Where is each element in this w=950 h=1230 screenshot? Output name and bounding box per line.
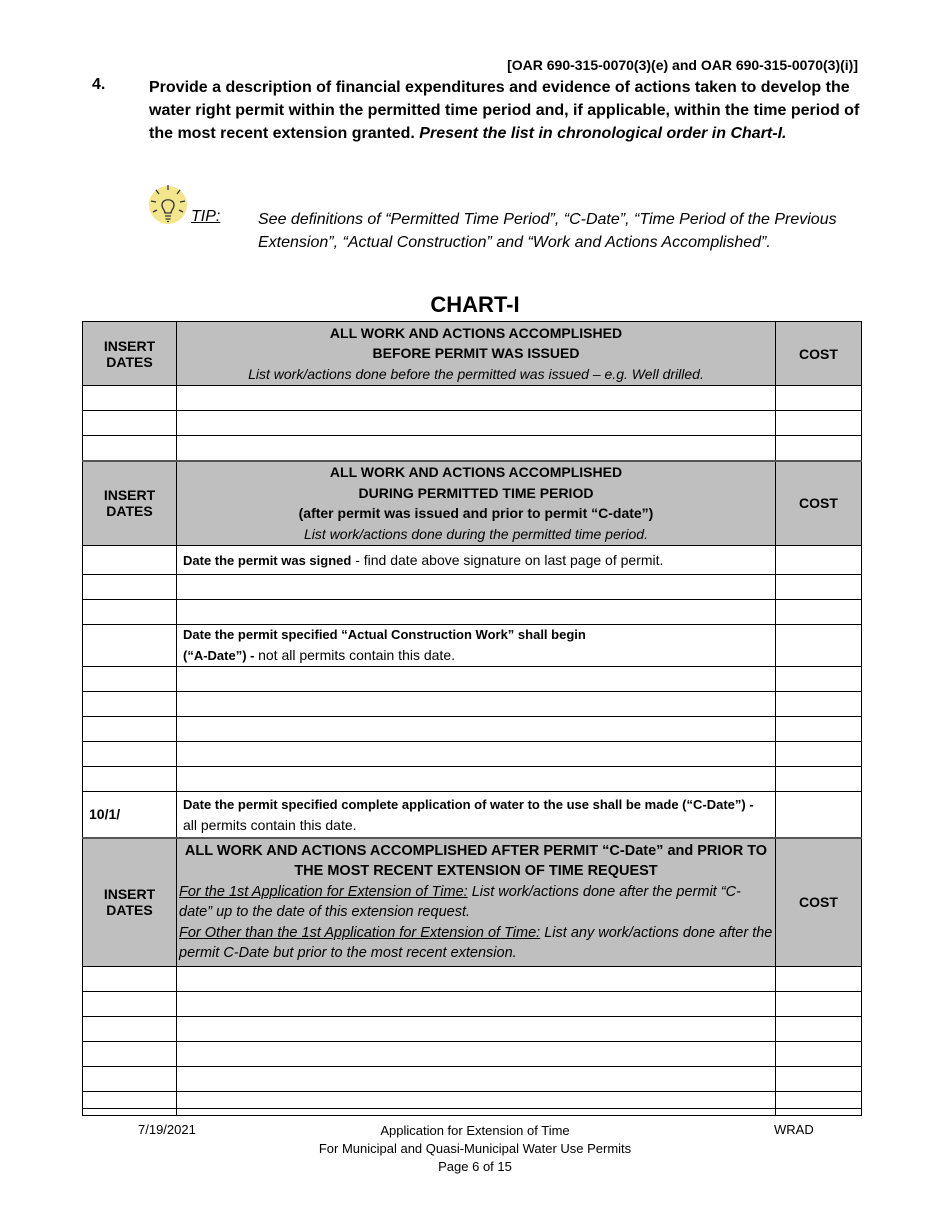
work-cell[interactable] (177, 1041, 776, 1066)
footer-line2: For Municipal and Quasi-Municipal Water Use Permits (318, 1141, 632, 1156)
date-cell[interactable] (83, 742, 177, 767)
date-cell[interactable] (83, 767, 177, 792)
section1-header-row (83, 322, 862, 386)
c-date-label: Date the permit specified complete application of water to the use shall be made (“C-Date”) - (183, 796, 754, 812)
section3-other-app (179, 923, 773, 964)
permit-signed-row (83, 546, 862, 575)
cost-cell[interactable] (776, 1041, 862, 1066)
table-row (83, 742, 862, 767)
work-cell[interactable] (177, 411, 776, 436)
tip-label: TIP: (191, 208, 221, 225)
cost-cell[interactable] (776, 966, 862, 991)
footer-date: 7/19/2021 (138, 1122, 196, 1137)
footer-org: WRAD (774, 1122, 814, 1137)
date-cell[interactable] (83, 692, 177, 717)
work-cell[interactable] (177, 386, 776, 411)
work-cell[interactable] (177, 991, 776, 1016)
footer-line1: Application for Extension of Time (380, 1123, 570, 1138)
chart-title: CHART-I (430, 292, 520, 317)
question-number: 4. (92, 76, 106, 93)
cost-cell[interactable] (776, 436, 862, 461)
section3-first-app-label: For the 1st Application for Extension of Time: (179, 883, 468, 900)
c-date-text: all permits contain this date. (183, 816, 357, 833)
section2-heading3: (after permit was issued and prior to permit “C-date”) (298, 505, 654, 522)
section1-heading1: ALL WORK AND ACTIONS ACCOMPLISHED (329, 324, 623, 341)
date-cell[interactable] (83, 386, 177, 411)
section3-heading1: ALL WORK AND ACTIONS ACCOMPLISHED AFTER PERMIT “C-Date” and PRIOR TO THE MOST RECENT EXTENSION OF TIME REQUEST (184, 842, 768, 879)
date-cell[interactable] (83, 436, 177, 461)
table-row (83, 1066, 862, 1091)
work-cell[interactable] (177, 966, 776, 991)
cost-cell[interactable] (776, 625, 862, 667)
work-cell[interactable] (177, 767, 776, 792)
cost-cell[interactable] (776, 792, 862, 838)
section3-first-app (179, 882, 773, 923)
section3-header-row (83, 838, 862, 967)
table-row (83, 411, 862, 436)
section2-heading (177, 461, 776, 546)
work-cell[interactable] (177, 600, 776, 625)
work-cell[interactable] (177, 692, 776, 717)
c-date-value[interactable]: 10/1/ (83, 792, 177, 838)
section2-col-cost: COST (776, 461, 862, 546)
cost-cell[interactable] (776, 1016, 862, 1041)
permit-signed-label: Date the permit was signed (183, 552, 352, 568)
table-row (83, 1041, 862, 1066)
section2-heading1: ALL WORK AND ACTIONS ACCOMPLISHED (329, 464, 623, 481)
work-cell[interactable] (177, 436, 776, 461)
cost-cell[interactable] (776, 546, 862, 575)
work-cell[interactable] (177, 717, 776, 742)
section2-col-dates: INSERT DATES (83, 461, 177, 546)
date-cell[interactable] (83, 717, 177, 742)
table-row (83, 692, 862, 717)
a-date-label2: (“A-Date”) - (183, 648, 259, 663)
date-cell[interactable] (83, 600, 177, 625)
cost-cell[interactable] (776, 600, 862, 625)
question-text-italic: Present the list in chronological order in Chart-I. (419, 125, 787, 142)
cost-cell[interactable] (776, 692, 862, 717)
chart-table (82, 321, 862, 1116)
section1-heading (177, 322, 776, 386)
work-cell[interactable] (177, 1016, 776, 1041)
date-cell[interactable] (83, 575, 177, 600)
table-row (83, 436, 862, 461)
table-row (83, 600, 862, 625)
section3-first-app-text: List work/actions done after the permit “C-date” up to the date of this extension request. (179, 883, 741, 920)
table-row (83, 386, 862, 411)
work-cell[interactable] (177, 1091, 776, 1115)
date-cell[interactable] (83, 1016, 177, 1041)
table-row (83, 767, 862, 792)
cost-cell[interactable] (776, 717, 862, 742)
date-cell[interactable] (83, 1041, 177, 1066)
permit-signed-info (177, 546, 776, 575)
section2-heading2: DURING PERMITTED TIME PERIOD (358, 484, 594, 501)
cost-cell[interactable] (776, 1066, 862, 1091)
oar-reference: [OAR 690-315-0070(3)(e) and OAR 690-315-0070(3)(i)] (507, 57, 858, 73)
table-row (83, 966, 862, 991)
table-row (83, 991, 862, 1016)
table-row (83, 1016, 862, 1041)
section3-other-app-text: List any work/actions done after the permit C-Date but prior to the most recent extension. (179, 924, 773, 961)
date-cell[interactable] (83, 625, 177, 667)
work-cell[interactable] (177, 667, 776, 692)
work-cell[interactable] (177, 575, 776, 600)
section1-col-cost: COST (776, 322, 862, 386)
section3-col-cost: COST (776, 838, 862, 967)
section2-instruction: List work/actions done during the permitted time period. (304, 525, 648, 542)
a-date-row (83, 625, 862, 667)
section3-col-dates: INSERT DATES (83, 838, 177, 967)
date-cell[interactable] (83, 1091, 177, 1115)
date-cell[interactable] (83, 991, 177, 1016)
footer-divider (82, 1108, 861, 1109)
section1-col-dates: INSERT DATES (83, 322, 177, 386)
section1-instruction: List work/actions done before the permitted was issued – e.g. Well drilled. (248, 365, 704, 382)
date-cell[interactable] (83, 966, 177, 991)
permit-signed-text: - find date above signature on last page of permit. (351, 551, 664, 568)
cost-cell[interactable] (776, 386, 862, 411)
section3-other-app-label: For Other than the 1st Application for Extension of Time: (179, 924, 541, 941)
cost-cell[interactable] (776, 1091, 862, 1115)
cost-cell[interactable] (776, 411, 862, 436)
tip-text: See definitions of “Permitted Time Period”, “C-Date”, “Time Period of the Previous Extension”, “Actual Construction” and “Work and Actions Accomplished”. (258, 211, 837, 251)
question-text (149, 76, 861, 145)
c-date-info (177, 792, 776, 838)
date-cell[interactable] (83, 667, 177, 692)
work-cell[interactable] (177, 1066, 776, 1091)
cost-cell[interactable] (776, 742, 862, 767)
table-row (83, 717, 862, 742)
section3-heading (177, 838, 776, 967)
table-row (83, 667, 862, 692)
date-cell[interactable] (83, 1066, 177, 1091)
cost-cell[interactable] (776, 667, 862, 692)
section2-header-row (83, 461, 862, 546)
a-date-label1: Date the permit specified “Actual Construction Work” shall begin (183, 627, 586, 642)
table-row (83, 1091, 862, 1115)
work-cell[interactable] (177, 742, 776, 767)
a-date-info (177, 625, 776, 667)
question-text-bold: Provide a description of financial expenditures and evidence of actions taken to develop the water right permit within the permitted time period and, if applicable, within the time period of the most recent extension granted. (149, 79, 860, 142)
a-date-text: not all permits contain this date. (258, 647, 455, 663)
date-cell[interactable] (83, 411, 177, 436)
cost-cell[interactable] (776, 767, 862, 792)
cost-cell[interactable] (776, 575, 862, 600)
cost-cell[interactable] (776, 991, 862, 1016)
footer-page-number: Page 6 of 15 (438, 1159, 512, 1174)
table-row (83, 575, 862, 600)
date-cell[interactable] (83, 546, 177, 575)
c-date-row (83, 792, 862, 838)
lightbulb-icon (145, 181, 191, 227)
section1-heading2: BEFORE PERMIT WAS ISSUED (372, 345, 580, 362)
